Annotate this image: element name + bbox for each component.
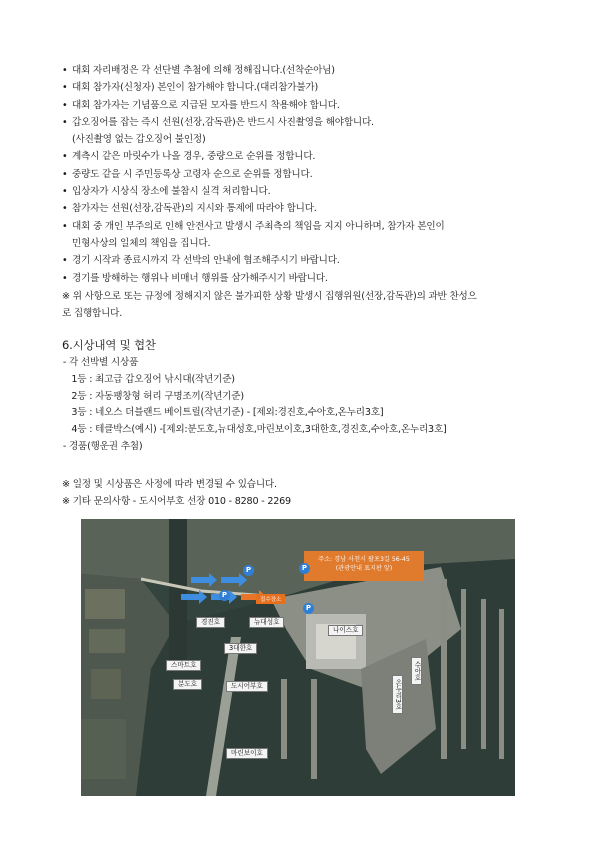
notice-line: ※ 기타 문의사항 - 도시어부호 선장 010 - 8280 - 2269 [62,495,291,507]
rule-text: 입상자가 시상식 장소에 불참시 실격 처리합니다. [72,186,271,198]
rules-list [62,62,552,287]
rule-text: 대회 자리배정은 각 선단별 추첨에 의해 정해집니다.(선착순아님) [72,65,335,76]
rule-item [62,114,552,131]
notice-line: ※ 일정 및 시상품은 사정에 따라 변경될 수 있습니다. [62,479,277,490]
rule-bullet [62,131,72,148]
awards-list [60,355,560,456]
boat-label-marinboy: 마린보이호 [226,748,268,759]
boat-label-gyeongjin: 경진호 [196,617,225,628]
boat-label-naius: 나이스호 [328,625,363,636]
parking-icon: P [243,565,254,576]
rule-text: (사진촬영 없는 갑오징어 불인정) [72,134,206,146]
boat-label-smart: 스마트호 [166,660,201,671]
map-background [81,519,515,796]
rule-bullet: • [62,151,68,163]
rule-bullet: • [62,168,68,180]
rule-bullet: • [62,186,68,198]
rule-item [62,62,552,79]
registration-label: 접수장소 [256,594,285,604]
boat-label-nyudaeseong: 뉴대성호 [249,617,284,628]
boat-label-daehan3: 3대한호 [224,643,257,654]
award-item: 4등 : 테클박스(예시) -[제외:분도호,뉴대성호,마린보이호,3대한호,경진호,수아호,온누리3호] [60,424,447,436]
rule-item [62,79,552,96]
rule-text: 민형사상의 일체의 책임을 집니다. [72,237,211,249]
rule-bullet: • [62,272,68,284]
boat-label-dosieobu: 도시어부호 [226,681,268,692]
address-note: (관광안내 표지판 앞) [335,565,393,572]
rule-text: 중량도 같을 시 주민등록상 고령자 순으로 순위를 정합니다. [72,168,313,180]
notice-procedure [62,289,552,322]
address-line: 주소: 경남 사천시 팔포3길 56-45 [318,556,410,563]
rule-item [62,270,552,287]
rule-item [62,183,552,200]
parking-icon: P [299,563,310,574]
harbor-map [81,519,515,796]
rule-item [62,148,552,165]
section-title: 6.시상내역 및 협찬 [62,338,156,352]
award-item: 1등 : 최고급 갑오징어 낚시대(작년기준) [60,373,235,385]
rule-text: 경기를 방해하는 행위나 비매너 행위를 삼가해주시기 바랍니다. [72,272,328,284]
rule-item [62,97,552,114]
rule-text: 갑오징어를 잡는 즉시 선원(선장,감독관)은 반드시 사진촬영을 해야합니다. [72,116,374,128]
rule-bullet: • [62,82,68,94]
parking-icon: P [219,590,230,601]
rule-item [62,218,552,235]
boat-label-onnuri3: 온누리3호 [392,675,403,714]
rule-item [62,235,552,252]
awards-extra: - 경품(행운권 추첨) [60,440,143,452]
rule-bullet: • [62,99,68,111]
boat-label-bundo: 분도호 [173,679,202,690]
notice-line: 로 집행합니다. [62,307,123,319]
award-item: 2등 : 자동팽창형 허리 구명조끼(작년기준) [60,390,244,402]
parking-icon: P [303,603,314,614]
award-item: 3등 : 네오스 더블랜드 베이트릴(작년기준) - [제외:경진호,수아호,온누리3호] [60,407,384,419]
notice-contact [62,477,552,510]
rule-bullet: • [62,255,68,267]
rule-item [62,166,552,183]
rule-text: 대회 참가자(신청자) 본인이 참가해야 합니다.(대리참가불가) [72,82,319,94]
rule-item [62,252,552,269]
rule-bullet [62,235,72,252]
rule-bullet: • [62,220,68,232]
rule-item [62,200,552,217]
rule-text: 경기 시작과 종료시까지 각 선박의 안내에 협조해주시기 바랍니다. [72,255,340,267]
rule-text: 계측시 같은 마릿수가 나올 경우, 중량으로 순위를 정합니다. [72,151,316,163]
boat-label-sua: 수아호 [411,657,422,685]
rule-item [62,131,552,148]
rule-bullet: • [62,65,68,76]
rule-text: 참가자는 선원(선장,감독관)의 지시와 통제에 따라야 합니다. [72,203,317,215]
rule-bullet: • [62,116,68,128]
rule-text: 대회 중 개인 부주의로 인해 안전사고 발생시 주최측의 책임을 지지 아니하며, 참가자 본인이 [72,220,445,232]
notice-line: ※ 위 사항으로 또는 규정에 정해지지 않은 불가피한 상황 발생시 집행위원(선장,감독관)의 과반 찬성으 [62,291,477,302]
rule-bullet: • [62,203,68,215]
rule-text: 대회 참가자는 기념품으로 지급된 모자를 반드시 착용해야 합니다. [72,99,340,111]
address-box [304,551,424,581]
awards-header: - 각 선박별 시상품 [60,357,139,368]
